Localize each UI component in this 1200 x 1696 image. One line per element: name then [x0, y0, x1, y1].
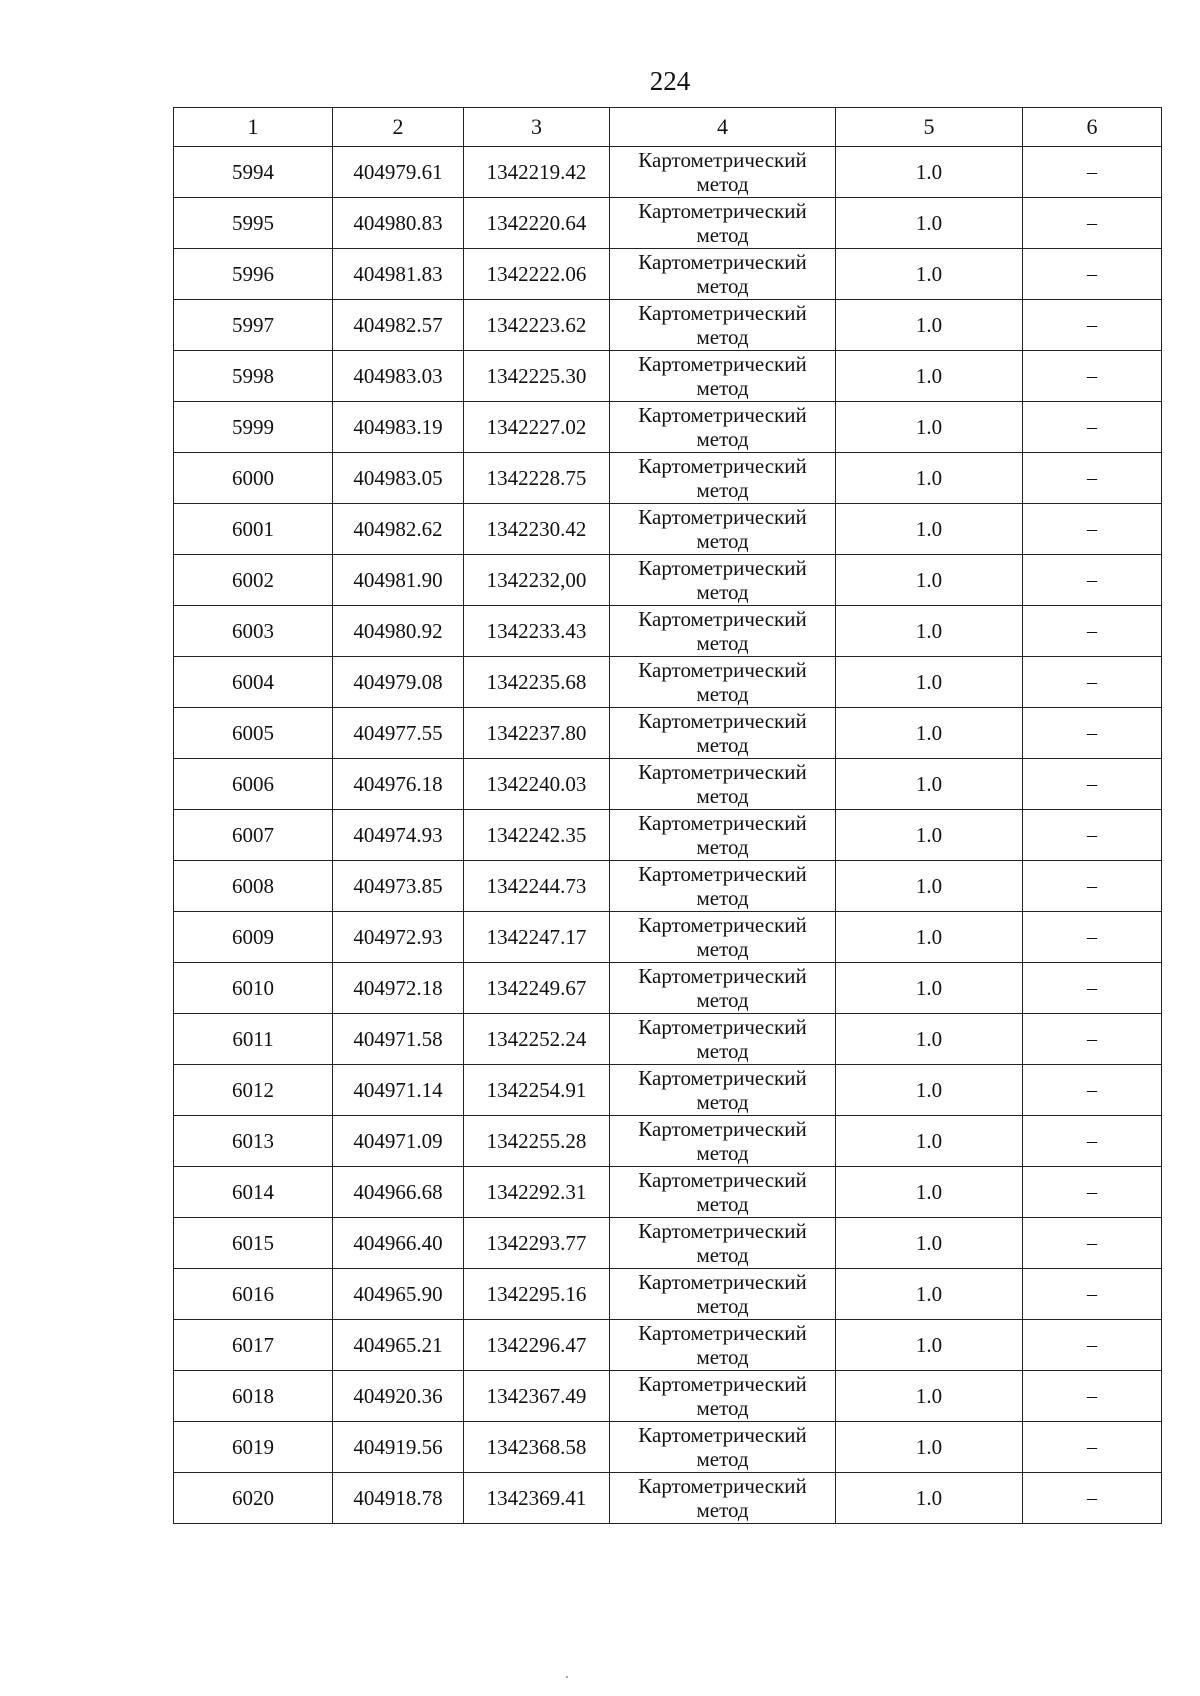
- accuracy-cell: 1.0: [836, 1371, 1023, 1422]
- x-coordinate-cell: 404918.78: [333, 1473, 464, 1524]
- header-col-4: 4: [610, 108, 836, 147]
- accuracy-cell: 1.0: [836, 1320, 1023, 1371]
- note-cell: –: [1023, 810, 1162, 861]
- y-coordinate-cell: 1342367.49: [464, 1371, 610, 1422]
- accuracy-cell: 1.0: [836, 963, 1023, 1014]
- method-line-2: метод: [696, 274, 749, 298]
- method-line-1: Картометрический: [638, 1321, 807, 1345]
- point-number-cell: 6009: [174, 912, 333, 963]
- method-line-1: Картометрический: [638, 199, 807, 223]
- y-coordinate-cell: 1342219.42: [464, 147, 610, 198]
- method-line-1: Картометрический: [638, 1168, 807, 1192]
- y-coordinate-cell: 1342225.30: [464, 351, 610, 402]
- table-row: [174, 1320, 1162, 1371]
- table-row: [174, 606, 1162, 657]
- table-row: [174, 912, 1162, 963]
- x-coordinate-cell: 404966.40: [333, 1218, 464, 1269]
- y-coordinate-cell: 1342368.58: [464, 1422, 610, 1473]
- page-number: 224: [649, 66, 691, 96]
- method-line-2: метод: [696, 1447, 749, 1471]
- table-row: [174, 300, 1162, 351]
- point-number-cell: 5999: [174, 402, 333, 453]
- note-cell: –: [1023, 963, 1162, 1014]
- method-cell: [610, 1320, 836, 1371]
- point-number-cell: 6008: [174, 861, 333, 912]
- method-line-2: метод: [696, 1345, 749, 1369]
- method-cell: [610, 1014, 836, 1065]
- method-line-2: метод: [696, 529, 749, 553]
- note-cell: –: [1023, 1065, 1162, 1116]
- table-row: [174, 1269, 1162, 1320]
- accuracy-cell: 1.0: [836, 1065, 1023, 1116]
- x-coordinate-cell: 404971.09: [333, 1116, 464, 1167]
- y-coordinate-cell: 1342228.75: [464, 453, 610, 504]
- scan-speck: [566, 1676, 568, 1678]
- x-coordinate-cell: 404973.85: [333, 861, 464, 912]
- table-row: [174, 1473, 1162, 1524]
- point-number-cell: 6018: [174, 1371, 333, 1422]
- point-number-cell: 6013: [174, 1116, 333, 1167]
- method-line-2: метод: [696, 172, 749, 196]
- method-line-2: метод: [696, 631, 749, 655]
- method-line-1: Картометрический: [638, 709, 807, 733]
- method-line-2: метод: [696, 886, 749, 910]
- method-cell: [610, 912, 836, 963]
- note-cell: –: [1023, 1269, 1162, 1320]
- accuracy-cell: 1.0: [836, 1473, 1023, 1524]
- method-line-2: метод: [696, 223, 749, 247]
- accuracy-cell: 1.0: [836, 351, 1023, 402]
- method-cell: [610, 1422, 836, 1473]
- method-cell: [610, 1473, 836, 1524]
- table-row: [174, 1065, 1162, 1116]
- table-body: [174, 147, 1162, 1524]
- x-coordinate-cell: 404919.56: [333, 1422, 464, 1473]
- y-coordinate-cell: 1342227.02: [464, 402, 610, 453]
- note-cell: –: [1023, 606, 1162, 657]
- y-coordinate-cell: 1342295.16: [464, 1269, 610, 1320]
- method-line-2: метод: [696, 1294, 749, 1318]
- header-col-3: 3: [464, 108, 610, 147]
- x-coordinate-cell: 404982.62: [333, 504, 464, 555]
- note-cell: –: [1023, 555, 1162, 606]
- point-number-cell: 6019: [174, 1422, 333, 1473]
- y-coordinate-cell: 1342222.06: [464, 249, 610, 300]
- method-line-1: Картометрический: [638, 1474, 807, 1498]
- y-coordinate-cell: 1342255.28: [464, 1116, 610, 1167]
- point-number-cell: 6011: [174, 1014, 333, 1065]
- coordinates-table: [173, 107, 1162, 1524]
- table-row: [174, 810, 1162, 861]
- accuracy-cell: 1.0: [836, 1167, 1023, 1218]
- note-cell: –: [1023, 198, 1162, 249]
- method-line-2: метод: [696, 988, 749, 1012]
- method-line-2: метод: [696, 1141, 749, 1165]
- method-line-1: Картометрический: [638, 505, 807, 529]
- x-coordinate-cell: 404977.55: [333, 708, 464, 759]
- note-cell: –: [1023, 708, 1162, 759]
- x-coordinate-cell: 404974.93: [333, 810, 464, 861]
- method-line-1: Картометрический: [638, 964, 807, 988]
- point-number-cell: 6020: [174, 1473, 333, 1524]
- method-line-2: метод: [696, 376, 749, 400]
- method-line-1: Картометрический: [638, 556, 807, 580]
- accuracy-cell: 1.0: [836, 1218, 1023, 1269]
- y-coordinate-cell: 1342247.17: [464, 912, 610, 963]
- method-cell: [610, 198, 836, 249]
- point-number-cell: 6004: [174, 657, 333, 708]
- method-line-2: метод: [696, 937, 749, 961]
- y-coordinate-cell: 1342369.41: [464, 1473, 610, 1524]
- method-cell: [610, 1167, 836, 1218]
- accuracy-cell: 1.0: [836, 657, 1023, 708]
- note-cell: –: [1023, 300, 1162, 351]
- note-cell: –: [1023, 351, 1162, 402]
- accuracy-cell: 1.0: [836, 759, 1023, 810]
- note-cell: –: [1023, 657, 1162, 708]
- accuracy-cell: 1.0: [836, 300, 1023, 351]
- x-coordinate-cell: 404979.08: [333, 657, 464, 708]
- method-cell: [610, 147, 836, 198]
- y-coordinate-cell: 1342237.80: [464, 708, 610, 759]
- table-row: [174, 1014, 1162, 1065]
- note-cell: –: [1023, 1116, 1162, 1167]
- method-line-1: Картометрический: [638, 1117, 807, 1141]
- x-coordinate-cell: 404971.58: [333, 1014, 464, 1065]
- table-row: [174, 402, 1162, 453]
- accuracy-cell: 1.0: [836, 555, 1023, 606]
- x-coordinate-cell: 404966.68: [333, 1167, 464, 1218]
- y-coordinate-cell: 1342240.03: [464, 759, 610, 810]
- method-line-2: метод: [696, 1498, 749, 1522]
- x-coordinate-cell: 404983.05: [333, 453, 464, 504]
- note-cell: –: [1023, 1422, 1162, 1473]
- accuracy-cell: 1.0: [836, 402, 1023, 453]
- method-cell: [610, 657, 836, 708]
- method-cell: [610, 708, 836, 759]
- x-coordinate-cell: 404982.57: [333, 300, 464, 351]
- table-row: [174, 1167, 1162, 1218]
- point-number-cell: 6000: [174, 453, 333, 504]
- point-number-cell: 5998: [174, 351, 333, 402]
- point-number-cell: 6005: [174, 708, 333, 759]
- method-line-1: Картометрический: [638, 1423, 807, 1447]
- method-cell: [610, 555, 836, 606]
- method-line-1: Картометрический: [638, 352, 807, 376]
- x-coordinate-cell: 404979.61: [333, 147, 464, 198]
- method-cell: [610, 810, 836, 861]
- method-line-2: метод: [696, 682, 749, 706]
- x-coordinate-cell: 404965.90: [333, 1269, 464, 1320]
- method-cell: [610, 300, 836, 351]
- y-coordinate-cell: 1342220.64: [464, 198, 610, 249]
- point-number-cell: 6015: [174, 1218, 333, 1269]
- x-coordinate-cell: 404971.14: [333, 1065, 464, 1116]
- y-coordinate-cell: 1342292.31: [464, 1167, 610, 1218]
- method-line-1: Картометрический: [638, 862, 807, 886]
- method-cell: [610, 963, 836, 1014]
- note-cell: –: [1023, 1167, 1162, 1218]
- x-coordinate-cell: 404920.36: [333, 1371, 464, 1422]
- table-row: [174, 249, 1162, 300]
- note-cell: –: [1023, 1014, 1162, 1065]
- table-row: [174, 147, 1162, 198]
- method-cell: [610, 861, 836, 912]
- table-row: [174, 1371, 1162, 1422]
- table-row: [174, 708, 1162, 759]
- method-line-2: метод: [696, 580, 749, 604]
- method-cell: [610, 1269, 836, 1320]
- method-cell: [610, 1218, 836, 1269]
- table-row: [174, 555, 1162, 606]
- note-cell: –: [1023, 402, 1162, 453]
- note-cell: –: [1023, 504, 1162, 555]
- method-cell: [610, 453, 836, 504]
- accuracy-cell: 1.0: [836, 1269, 1023, 1320]
- x-coordinate-cell: 404972.93: [333, 912, 464, 963]
- method-line-1: Картометрический: [638, 658, 807, 682]
- method-line-2: метод: [696, 784, 749, 808]
- method-line-2: метод: [696, 427, 749, 451]
- method-cell: [610, 504, 836, 555]
- table-row: [174, 657, 1162, 708]
- method-line-1: Картометрический: [638, 1219, 807, 1243]
- method-cell: [610, 351, 836, 402]
- method-line-1: Картометрический: [638, 250, 807, 274]
- method-cell: [610, 249, 836, 300]
- method-line-1: Картометрический: [638, 913, 807, 937]
- point-number-cell: 6001: [174, 504, 333, 555]
- table-header: [174, 108, 1162, 147]
- method-line-2: метод: [696, 733, 749, 757]
- header-col-2: 2: [333, 108, 464, 147]
- note-cell: –: [1023, 249, 1162, 300]
- x-coordinate-cell: 404980.92: [333, 606, 464, 657]
- x-coordinate-cell: 404981.83: [333, 249, 464, 300]
- table-row: [174, 1422, 1162, 1473]
- point-number-cell: 6006: [174, 759, 333, 810]
- accuracy-cell: 1.0: [836, 912, 1023, 963]
- accuracy-cell: 1.0: [836, 708, 1023, 759]
- y-coordinate-cell: 1342244.73: [464, 861, 610, 912]
- header-row: [174, 108, 1162, 147]
- method-cell: [610, 1116, 836, 1167]
- method-cell: [610, 1065, 836, 1116]
- note-cell: –: [1023, 861, 1162, 912]
- method-line-1: Картометрический: [638, 1372, 807, 1396]
- y-coordinate-cell: 1342293.77: [464, 1218, 610, 1269]
- note-cell: –: [1023, 453, 1162, 504]
- table-row: [174, 351, 1162, 402]
- y-coordinate-cell: 1342230.42: [464, 504, 610, 555]
- x-coordinate-cell: 404972.18: [333, 963, 464, 1014]
- accuracy-cell: 1.0: [836, 1116, 1023, 1167]
- method-line-1: Картометрический: [638, 1270, 807, 1294]
- point-number-cell: 6007: [174, 810, 333, 861]
- y-coordinate-cell: 1342223.62: [464, 300, 610, 351]
- method-line-2: метод: [696, 1396, 749, 1420]
- table-row: [174, 861, 1162, 912]
- method-line-1: Картометрический: [638, 811, 807, 835]
- point-number-cell: 5994: [174, 147, 333, 198]
- accuracy-cell: 1.0: [836, 861, 1023, 912]
- x-coordinate-cell: 404981.90: [333, 555, 464, 606]
- method-line-2: метод: [696, 1192, 749, 1216]
- accuracy-cell: 1.0: [836, 198, 1023, 249]
- y-coordinate-cell: 1342242.35: [464, 810, 610, 861]
- table-row: [174, 1218, 1162, 1269]
- method-line-1: Картометрический: [638, 454, 807, 478]
- method-line-2: метод: [696, 325, 749, 349]
- table-row: [174, 453, 1162, 504]
- x-coordinate-cell: 404980.83: [333, 198, 464, 249]
- header-col-5: 5: [836, 108, 1023, 147]
- note-cell: –: [1023, 759, 1162, 810]
- method-cell: [610, 759, 836, 810]
- method-line-2: метод: [696, 1243, 749, 1267]
- method-cell: [610, 606, 836, 657]
- method-line-1: Картометрический: [638, 760, 807, 784]
- point-number-cell: 6010: [174, 963, 333, 1014]
- note-cell: –: [1023, 147, 1162, 198]
- method-line-1: Картометрический: [638, 301, 807, 325]
- y-coordinate-cell: 1342296.47: [464, 1320, 610, 1371]
- accuracy-cell: 1.0: [836, 1422, 1023, 1473]
- y-coordinate-cell: 1342232,00: [464, 555, 610, 606]
- method-line-2: метод: [696, 1039, 749, 1063]
- point-number-cell: 5996: [174, 249, 333, 300]
- note-cell: –: [1023, 1320, 1162, 1371]
- y-coordinate-cell: 1342249.67: [464, 963, 610, 1014]
- y-coordinate-cell: 1342252.24: [464, 1014, 610, 1065]
- point-number-cell: 6014: [174, 1167, 333, 1218]
- point-number-cell: 6016: [174, 1269, 333, 1320]
- note-cell: –: [1023, 1218, 1162, 1269]
- method-cell: [610, 1371, 836, 1422]
- note-cell: –: [1023, 1473, 1162, 1524]
- accuracy-cell: 1.0: [836, 606, 1023, 657]
- method-line-2: метод: [696, 478, 749, 502]
- table-row: [174, 1116, 1162, 1167]
- note-cell: –: [1023, 912, 1162, 963]
- y-coordinate-cell: 1342235.68: [464, 657, 610, 708]
- note-cell: –: [1023, 1371, 1162, 1422]
- accuracy-cell: 1.0: [836, 453, 1023, 504]
- accuracy-cell: 1.0: [836, 249, 1023, 300]
- method-cell: [610, 402, 836, 453]
- accuracy-cell: 1.0: [836, 504, 1023, 555]
- method-line-1: Картометрический: [638, 403, 807, 427]
- x-coordinate-cell: 404983.19: [333, 402, 464, 453]
- header-col-1: 1: [174, 108, 333, 147]
- table-row: [174, 963, 1162, 1014]
- x-coordinate-cell: 404965.21: [333, 1320, 464, 1371]
- accuracy-cell: 1.0: [836, 1014, 1023, 1065]
- point-number-cell: 6012: [174, 1065, 333, 1116]
- accuracy-cell: 1.0: [836, 147, 1023, 198]
- y-coordinate-cell: 1342233.43: [464, 606, 610, 657]
- method-line-2: метод: [696, 835, 749, 859]
- table-row: [174, 759, 1162, 810]
- table-row: [174, 198, 1162, 249]
- accuracy-cell: 1.0: [836, 810, 1023, 861]
- point-number-cell: 5997: [174, 300, 333, 351]
- x-coordinate-cell: 404976.18: [333, 759, 464, 810]
- method-line-1: Картометрический: [638, 607, 807, 631]
- method-line-2: метод: [696, 1090, 749, 1114]
- method-line-1: Картометрический: [638, 1066, 807, 1090]
- method-line-1: Картометрический: [638, 1015, 807, 1039]
- x-coordinate-cell: 404983.03: [333, 351, 464, 402]
- point-number-cell: 6002: [174, 555, 333, 606]
- table-row: [174, 504, 1162, 555]
- method-line-1: Картометрический: [638, 148, 807, 172]
- point-number-cell: 5995: [174, 198, 333, 249]
- header-col-6: 6: [1023, 108, 1162, 147]
- point-number-cell: 6003: [174, 606, 333, 657]
- point-number-cell: 6017: [174, 1320, 333, 1371]
- y-coordinate-cell: 1342254.91: [464, 1065, 610, 1116]
